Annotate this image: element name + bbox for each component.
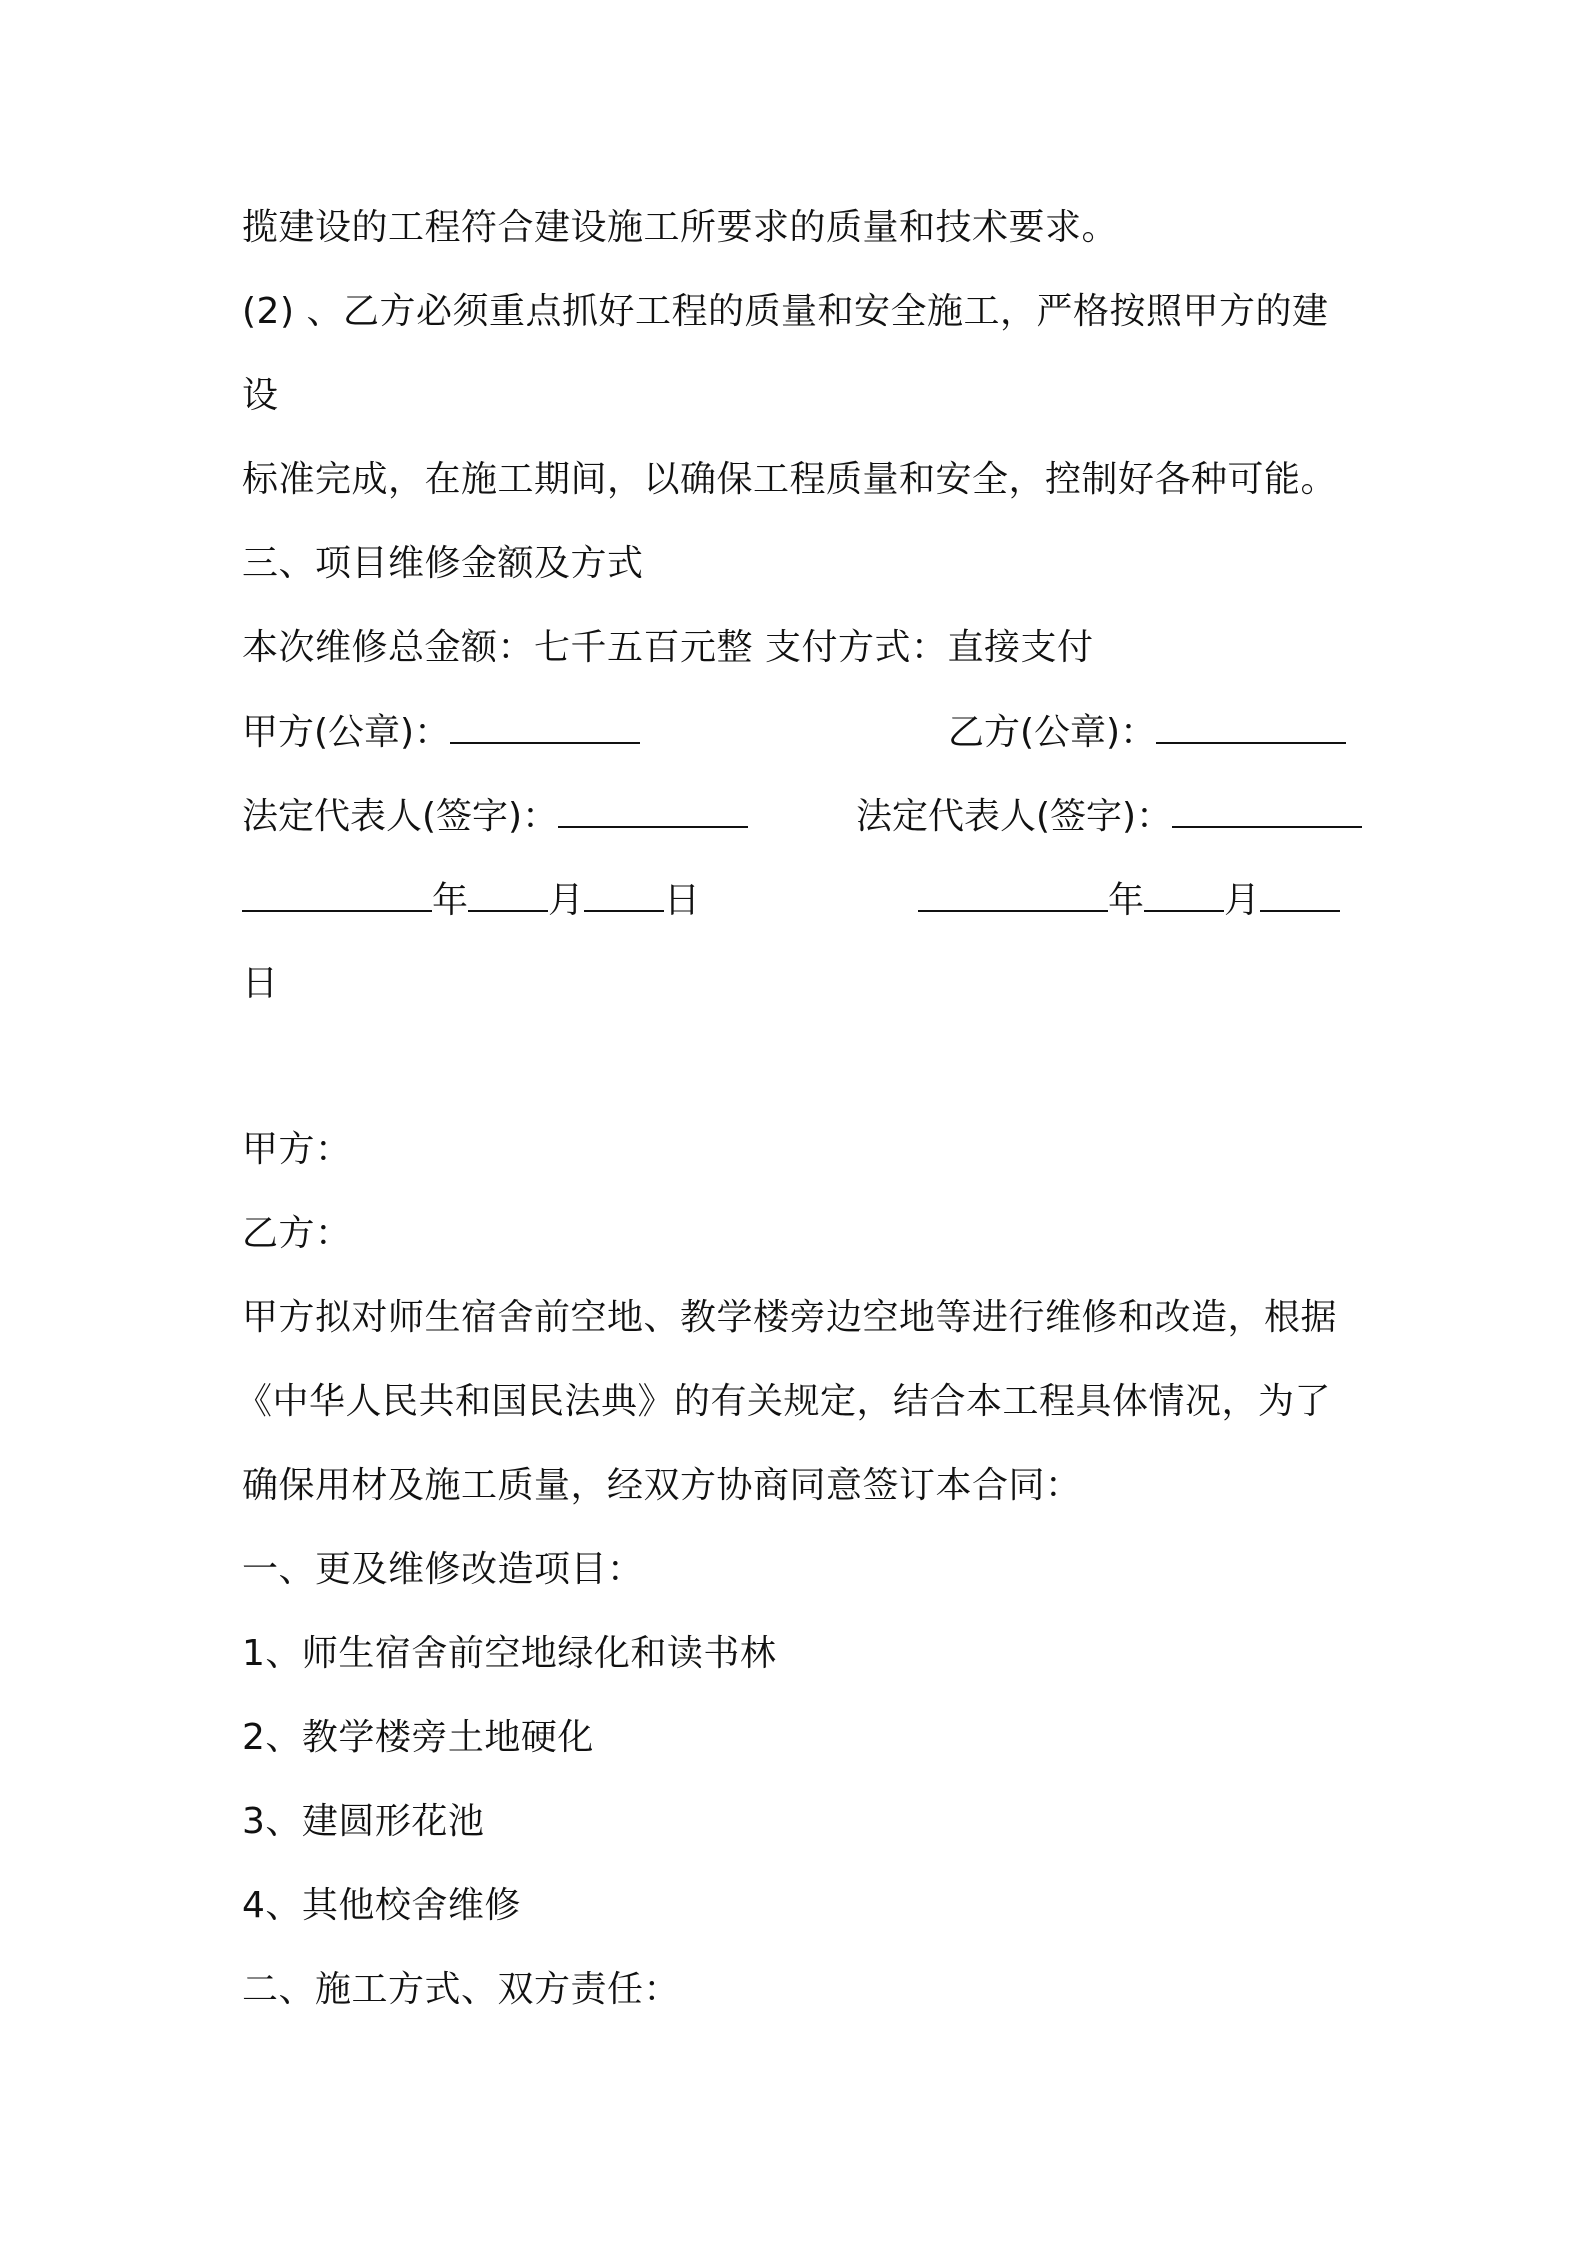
day-label: 日 <box>664 880 701 921</box>
month-blank <box>1144 878 1224 912</box>
party-a-label: 甲方： <box>242 1129 352 1170</box>
date-b-day: 日 <box>242 963 279 1004</box>
party-a-seal-label: 甲方(公章)： <box>242 712 451 753</box>
section-heading-3: 三、项目维修金额及方式 <box>242 543 644 584</box>
body-line: 标准完成，在施工期间，以确保工程质量和安全，控制好各种可能。 <box>242 459 1338 500</box>
clause-2: (2) 、乙方必须重点抓好工程的质量和安全施工，严格按照甲方的建 <box>242 291 1329 332</box>
year-blank <box>242 878 432 912</box>
body-line: 甲方拟对师生宿舍前空地、教学楼旁边空地等进行维修和改造，根据 <box>242 1297 1338 1338</box>
payment-line: 本次维修总金额：七千五百元整 支付方式：直接支付 <box>242 627 1094 668</box>
signature-blank <box>1172 794 1362 828</box>
date-a-line <box>242 878 700 923</box>
year-blank <box>918 878 1108 912</box>
body-line: 揽建设的工程符合建设施工所要求的质量和技术要求。 <box>242 207 1119 248</box>
rep-b-line <box>856 794 1362 839</box>
signature-blank <box>1156 710 1346 744</box>
day-blank <box>1260 878 1340 912</box>
date-b-line <box>918 878 1340 923</box>
rep-a-line <box>242 794 748 839</box>
day-blank <box>584 878 664 912</box>
rep-a-label: 法定代表人(签字)： <box>242 796 559 837</box>
section-heading-1: 一、更及维修改造项目： <box>242 1549 644 1590</box>
year-label: 年 <box>432 880 469 921</box>
party-b-seal-line <box>948 710 1346 755</box>
body-line: 《中华人民共和国民法典》的有关规定，结合本工程具体情况，为了 <box>236 1381 1332 1422</box>
party-a-seal-line <box>242 710 640 755</box>
body-line: 确保用材及施工质量，经双方协商同意签订本合同： <box>242 1465 1082 1506</box>
year-label: 年 <box>1108 880 1145 921</box>
list-item: 1、师生宿舍前空地绿化和读书林 <box>242 1633 777 1674</box>
section-heading-2: 二、施工方式、双方责任： <box>242 1969 681 2010</box>
signature-blank <box>558 794 748 828</box>
signature-blank <box>450 710 640 744</box>
month-label: 月 <box>548 880 585 921</box>
list-item: 4、其他校舍维修 <box>242 1885 521 1926</box>
list-item: 2、教学楼旁土地硬化 <box>242 1717 594 1758</box>
party-b-label: 乙方： <box>242 1213 352 1254</box>
rep-b-label: 法定代表人(签字)： <box>856 796 1173 837</box>
month-blank <box>468 878 548 912</box>
month-label: 月 <box>1224 880 1261 921</box>
body-line: 设 <box>242 375 279 416</box>
list-item: 3、建圆形花池 <box>242 1801 485 1842</box>
party-b-seal-label: 乙方(公章)： <box>948 712 1157 753</box>
